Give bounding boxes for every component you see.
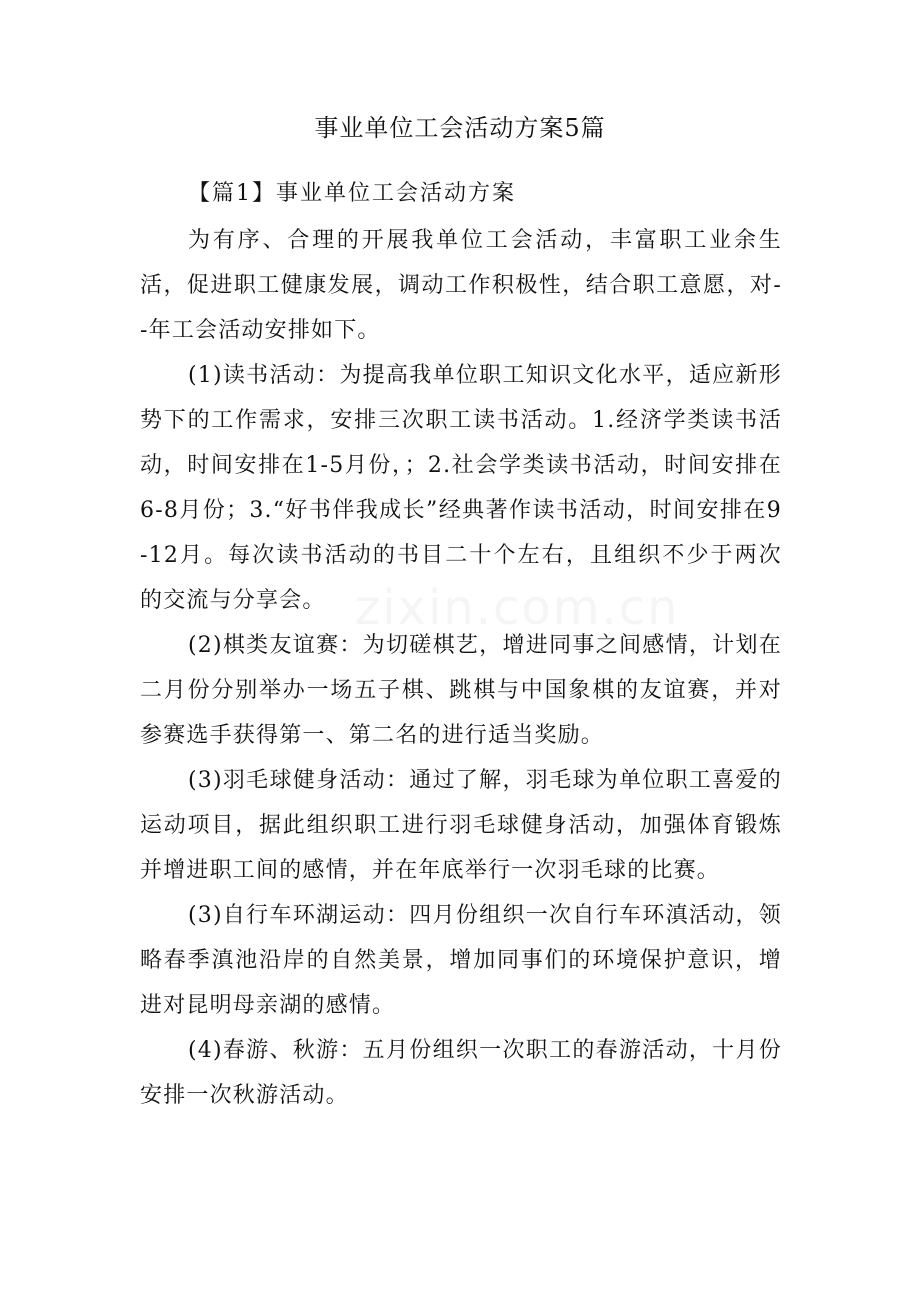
paragraph-cycling: (3)自行车环湖运动：四月份组织一次自行车环滇活动，领略春季滇池沿岸的自然美景，增加同事们的环境保护意识，增进对昆明母亲湖的感情。	[140, 903, 782, 1018]
paragraph-intro: 为有序、合理的开展我单位工会活动，丰富职工业余生活，促进职工健康发展，调动工作积极性，结合职工意愿，对--年工会活动安排如下。	[140, 228, 782, 343]
document-body	[140, 218, 782, 1118]
watermark: zixin.com.cn	[355, 580, 680, 636]
paragraph-outings: (4)春游、秋游：五月份组织一次职工的春游活动，十月份安排一次秋游活动。	[140, 1038, 782, 1108]
section-heading: 【篇1】事业单位工会活动方案	[188, 181, 516, 206]
paragraph-chess-tournament: (2)棋类友谊赛：为切磋棋艺，增进同事之间感情，计划在二月份分别举办一场五子棋、跳棋与中国象棋的友谊赛，并对参赛选手获得第一、第二名的进行适当奖励。	[140, 633, 782, 748]
paragraph-reading-activity: (1)读书活动：为提高我单位职工知识文化水平，适应新形势下的工作需求，安排三次职工读书活动。1.经济学类读书活动，时间安排在1-5月份，；2.社会学类读书活动，时间安排在6-8月份；3.“好书伴我成长”经典著作读书活动，时间安排在9-12月。每次读书活动的书目二十个左右，且组织不少于两次的交流与分享会。	[140, 363, 782, 613]
paragraph-badminton: (3)羽毛球健身活动：通过了解，羽毛球为单位职工喜爱的运动项目，据此组织职工进行羽毛球健身活动，加强体育锻炼并增进职工间的感情，并在年底举行一次羽毛球的比赛。	[140, 768, 782, 883]
document-title: 事业单位工会活动方案5篇	[314, 114, 606, 142]
